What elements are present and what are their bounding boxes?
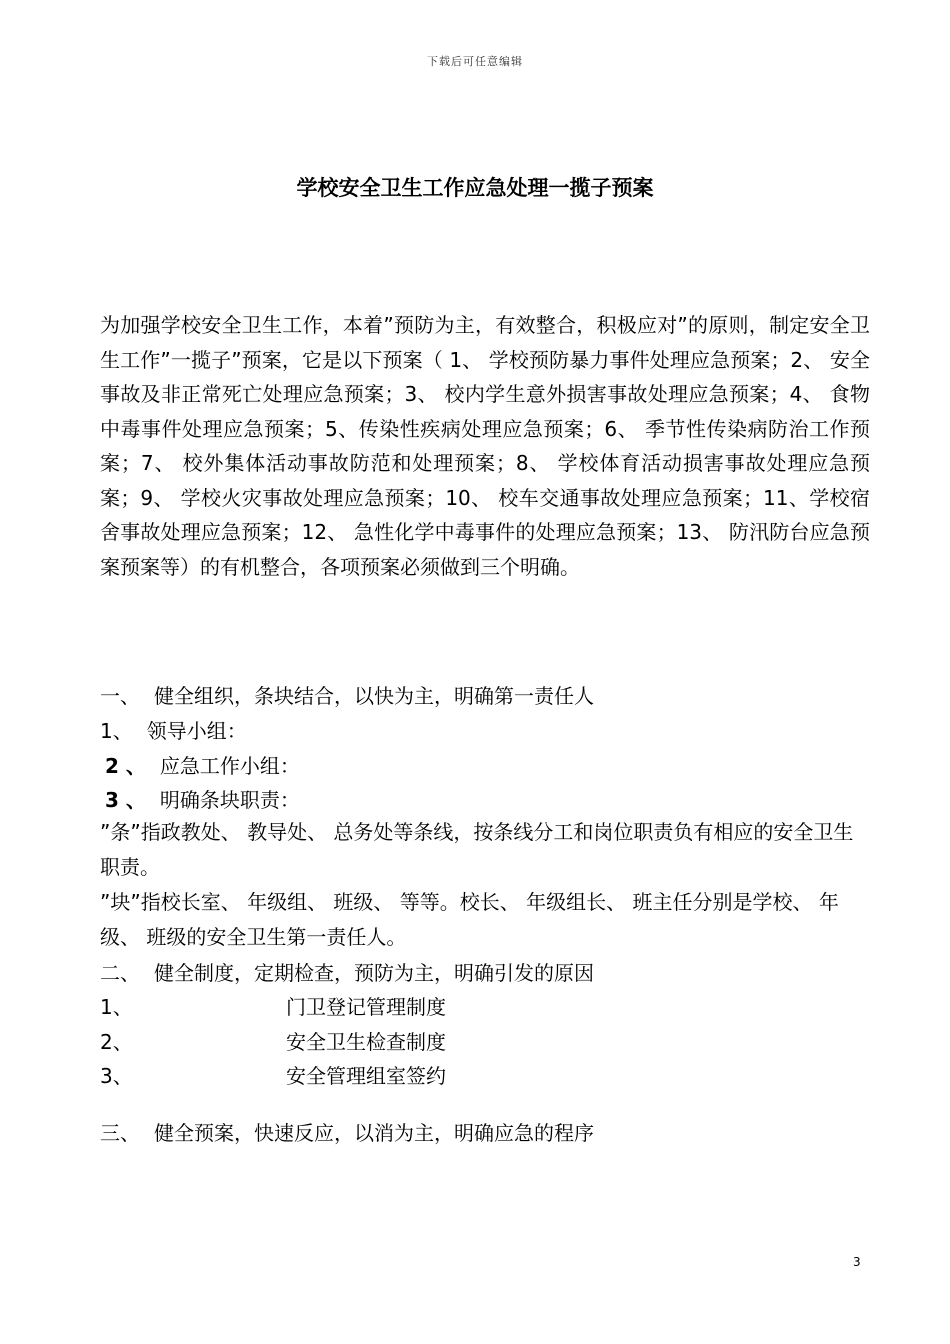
document-title: 学校安全卫生工作应急处理一揽子预案 [296,176,654,200]
section2-heading [100,959,594,987]
section2-item-3-number: 3、 [100,1064,133,1088]
section1-item-2-text: 应急工作小组： [159,754,300,778]
section2-heading-text: 健全制度，定期检查，预防为主，明确引发的原因 [154,961,594,985]
section2-item-1-text: 门卫登记管理制度 [286,995,446,1019]
section2-item-1 [100,993,446,1021]
kuai-paragraph: ”块”指校长室、 年级组、 班级、 等等。校长、 年级组长、 班主任分别是学校、 年级、 班级的安全卫生第一责任人。 [100,890,839,949]
section1-item-2 [105,752,300,780]
section3-heading-text: 健全预案，快速反应，以消为主，明确应急的程序 [154,1121,594,1145]
section1-item-1-number: 1、 [100,719,133,743]
section3-heading [100,1119,594,1147]
section1-item-2-number: 2 、 [105,754,146,778]
section2-item-3 [100,1062,446,1090]
section1-heading-number: 一、 [100,684,140,708]
tiao-paragraph: ”条”指政教处、 教导处、 总务处等条线，按条线分工和岗位职责负有相应的安全卫生职责。 [100,820,854,879]
header-note: 下载后可任意编辑 [427,55,523,68]
page-number: 3 [853,1255,861,1269]
section1-item-3-number: 3 、 [105,788,146,812]
section3-heading-number: 三、 [100,1121,140,1145]
section2-item-2-number: 2、 [100,1030,133,1054]
section1-item-3 [105,786,300,814]
section2-heading-number: 二、 [100,961,140,985]
section1-item-1-text: 领导小组： [146,719,247,743]
section2-item-1-number: 1、 [100,995,133,1019]
section2-item-2-text: 安全卫生检查制度 [286,1030,446,1054]
section1-heading [100,682,594,710]
section1-heading-text: 健全组织，条块结合，以快为主，明确第一责任人 [154,684,594,708]
section2-item-2 [100,1028,446,1056]
intro-paragraph: 为加强学校安全卫生工作，本着”预防为主，有效整合，积极应对”的原则，制定安全卫生工作”一揽子”预案，它是以下预案（ 1、 学校预防暴力事件处理应急预案；2、 安全事故及非正常死亡处理应急预案；3、 校内学生意外损害事故处理应急预案；4、 食物中毒事件处理应急预案；5、传染性疾病处理应急预案；6、 季节性传染病防治工作预案；7、 校外集体活动事故防范和处理预案；8、 学校体育活动损害事故处理应急预案；9、 学校火灾事故处理应急预案；10、 校车交通事故处理应急预案；11、学校宿舍事故处理应急预案；12、 急性化学中毒事件的处理应急预案；13、 防汛防台应急预案预案等）的有机整合，各项预案必须做到三个明确。 [100,313,870,579]
section2-item-3-text: 安全管理组室签约 [286,1064,446,1088]
section1-item-1 [100,717,247,745]
section1-item-3-text: 明确条块职责： [159,788,300,812]
